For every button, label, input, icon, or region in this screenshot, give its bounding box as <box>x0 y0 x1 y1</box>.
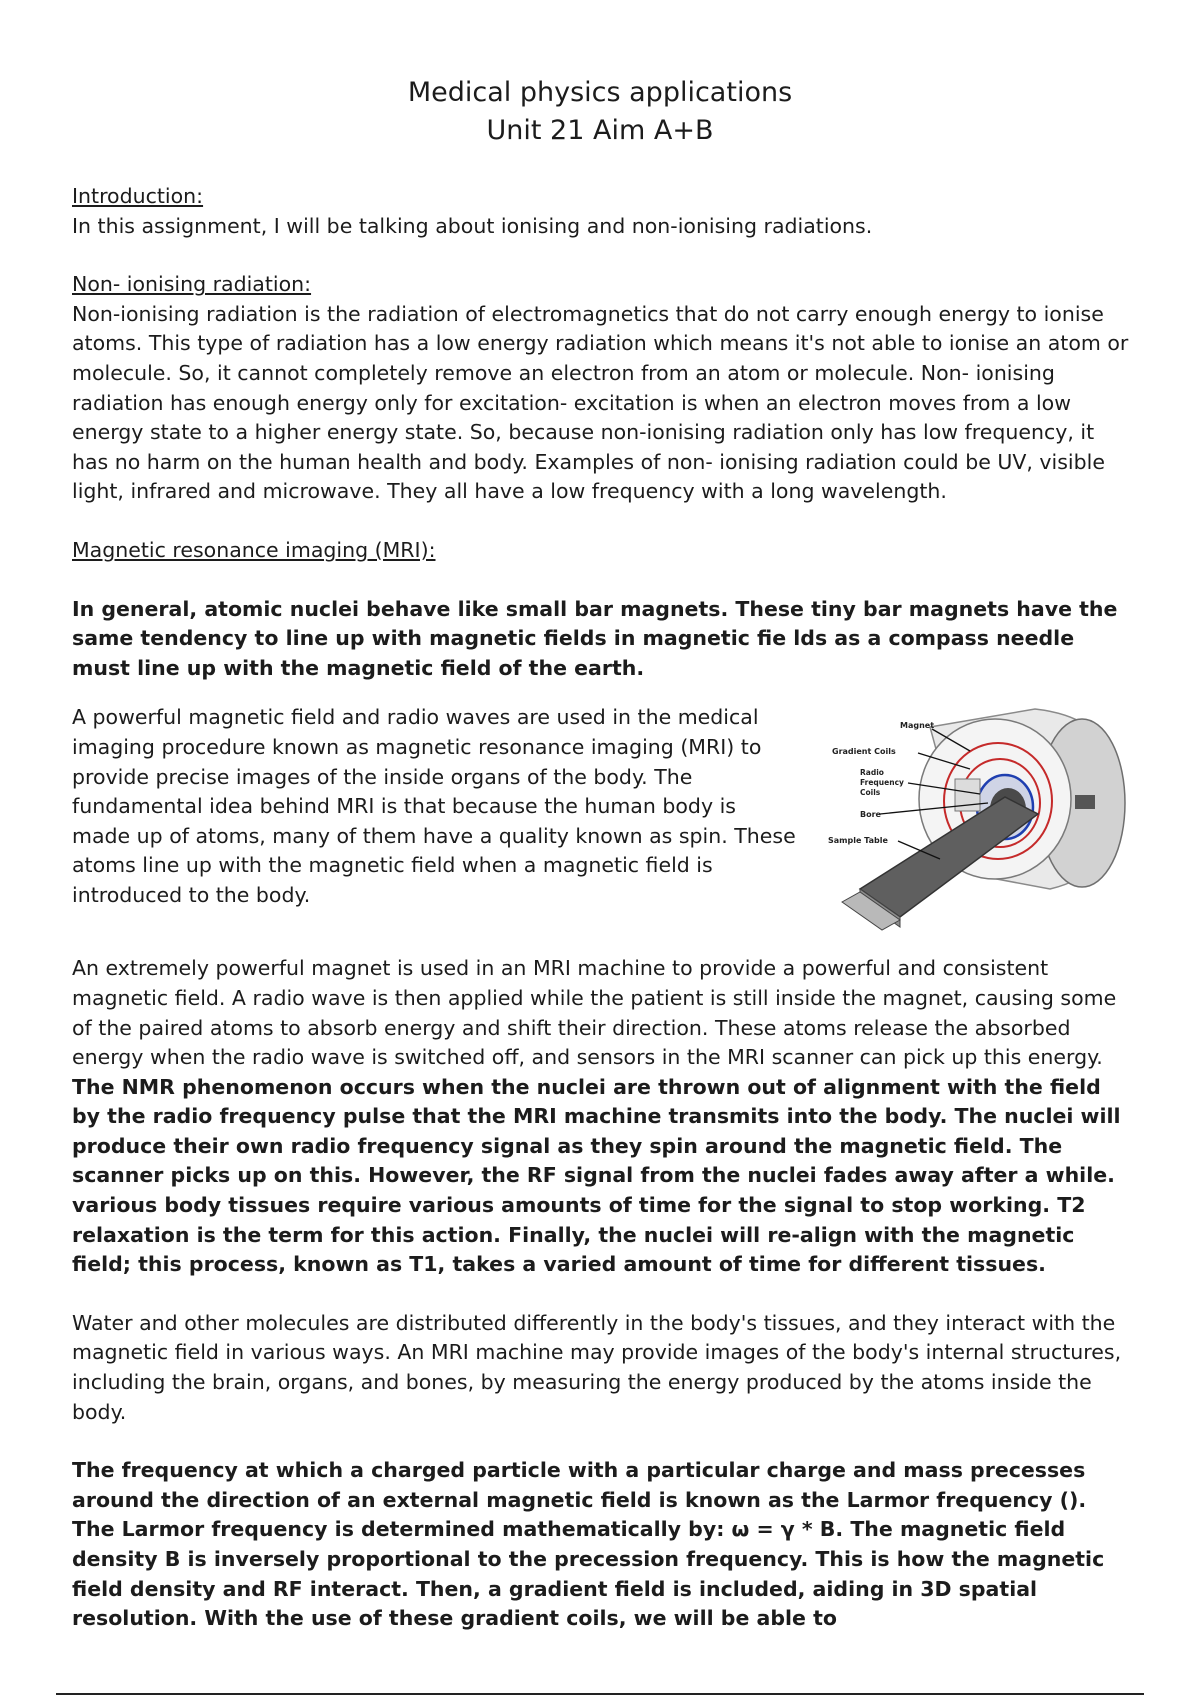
label-sample-table: Sample Table <box>828 836 888 846</box>
mri-paragraph-2 <box>72 954 1132 1280</box>
page-subtitle: Unit 21 Aim A+B <box>486 115 714 146</box>
label-magnet: Magnet <box>900 721 935 731</box>
label-radio-2: Frequency <box>860 778 904 788</box>
mri-paragraph-4: The frequency at which a charged particle with a particular charge and mass precesses around the direction of an external magnetic field is known as the Larmor frequency (). The Larmor frequency is determined mathematically by: ω = γ * B. The magnetic field density B is inversely proportional to the precession frequency. This is how the magnetic field density and RF interact. Then, a gradient field is included, aiding in 3D spatial resolution. With the use of these gradient coils, we will be able to <box>72 1458 1105 1631</box>
mri-heading: Magnetic resonance imaging (MRI): <box>72 537 436 562</box>
mri-paragraph-2-normal: An extremely powerful magnet is used in an MRI machine to provide a powerful and consistent magnetic field. A radio wave is then applied while the patient is still inside the magnet, causing some of the paired atoms to absorb energy and shift their direction. These atoms release the absorbed energy when the radio wave is switched off, and sensors in the MRI scanner can pick up this energy. <box>72 956 1117 1070</box>
page-title: Medical physics applications <box>407 77 793 108</box>
mri-paragraph-1: A powerful magnetic field and radio waves are used in the medical imaging procedure known as magnetic resonance imaging (MRI) to provide precise images of the inside organs of the body. The fundamental idea behind MRI is that because the human body is made up of atoms, many of them have a quality known as spin. These atoms line up with the magnetic field when a magnetic field is introduced to the body. <box>72 705 796 907</box>
non-ionising-text: Non-ionising radiation is the radiation of electromagnetics that do not carry enough energy to ionise atoms. This type of radiation has a low energy radiation which means it's not able to ionise an atom or molecule. So, it cannot completely remove an electron from an atom or molecule. Non- ionising radiation has enough energy only for excitation- excitation is when an electron moves from a low energy state to a higher energy state. So, because non-ionising radiation only has low frequency, it has no harm on the human health and body. Examples of non- ionising radiation could be UV, visible light, infrared and microwave. They all have a low frequency with a long wavelength. <box>72 301 1129 504</box>
intro-text: In this assignment, I will be talking about ionising and non-ionising radiations. <box>72 213 873 238</box>
label-radio-1: Radio <box>860 768 884 778</box>
mri-paragraph-3: Water and other molecules are distributed differently in the body's tissues, and they interact with the magnetic field in various ways. An MRI machine may provide images of the body's internal structures, including the brain, organs, and bones, by measuring the energy produced by the atoms inside the body. <box>72 1310 1122 1424</box>
non-ionising-heading: Non- ionising radiation: <box>72 272 312 297</box>
footer-rule <box>56 1693 1144 1695</box>
label-gradient-coils: Gradient Coils <box>832 747 896 757</box>
mri-bold-intro: In general, atomic nuclei behave like small bar magnets. These tiny bar magnets have the same tendency to line up with magnetic fields in magnetic fie lds as a compass needle must line up with the magnetic field of the earth. <box>72 596 1118 680</box>
label-bore: Bore <box>860 810 881 820</box>
title-block <box>0 74 1200 150</box>
intro-heading: Introduction: <box>72 184 204 208</box>
mri-figure-row <box>72 703 1132 934</box>
mri-paragraph-2-bold: The NMR phenomenon occurs when the nuclei are thrown out of alignment with the field by the radio frequency pulse that the MRI machine transmits into the body. The nuclei will produce their own radio frequency signal as they spin around the magnetic field. The scanner picks up on this. However, the RF signal from the nuclei fades away after a while. various body tissues require various amounts of time for the signal to stop working. T2 relaxation is the term for this action. Finally, the nuclei will re-align with the magnetic field; this process, known as T1, takes a varied amount of time for different tissues. <box>72 1074 1121 1277</box>
document-body <box>72 182 1132 1634</box>
mri-scanner-figure <box>820 699 1135 934</box>
label-radio-3: Coils <box>860 788 881 798</box>
